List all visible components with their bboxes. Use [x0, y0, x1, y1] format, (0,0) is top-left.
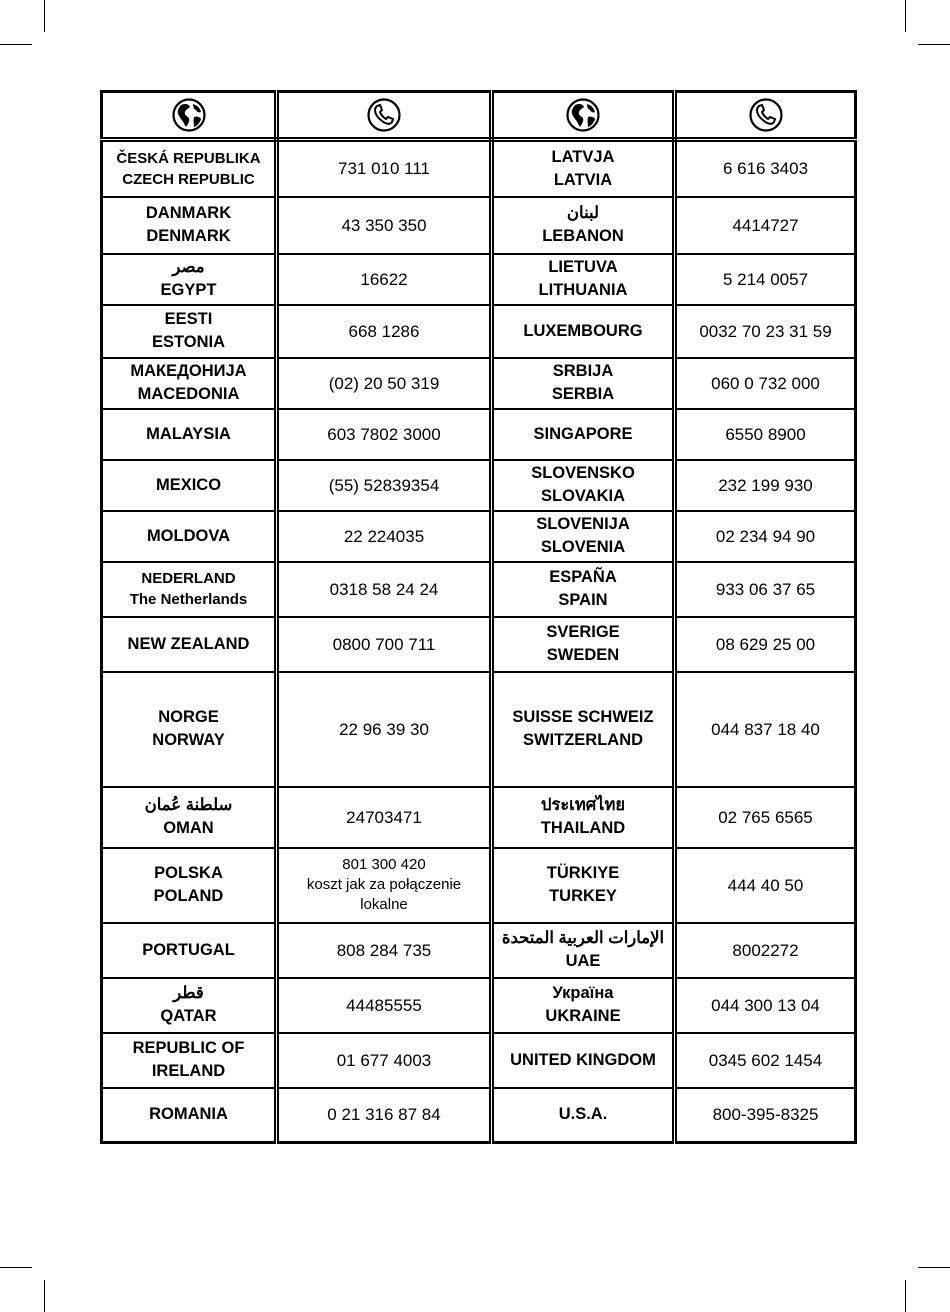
- service-contacts-table: [100, 90, 857, 1144]
- phone-cell: [277, 1033, 492, 1088]
- table-row: [102, 358, 856, 409]
- phone-icon: [749, 98, 783, 132]
- country-name: U.S.A.: [558, 1105, 608, 1124]
- phone-cell: [277, 1088, 492, 1143]
- table-row: [102, 409, 856, 460]
- table-row: [102, 787, 856, 848]
- country-name: CZECH REPUBLIC: [122, 170, 255, 188]
- country-name: POLSKA: [154, 864, 223, 882]
- crop-mark: [918, 1267, 950, 1268]
- table-row: [102, 1033, 856, 1088]
- country-name: LEBANON: [542, 227, 624, 245]
- country-name: EGYPT: [160, 281, 217, 299]
- phone-cell: [675, 358, 856, 409]
- country-cell: [102, 1033, 277, 1088]
- country-name: ČESKÁ REPUBLIKA: [116, 149, 261, 167]
- country-cell: [102, 511, 277, 562]
- country-cell: [102, 460, 277, 511]
- country-name: EESTI: [164, 310, 213, 328]
- country-name: الإمارات العربية المتحدة: [501, 929, 665, 947]
- country-cell: [102, 305, 277, 358]
- country-cell: [102, 254, 277, 305]
- table-row: [102, 672, 856, 787]
- table-row: [102, 923, 856, 978]
- crop-mark: [918, 44, 950, 45]
- phone-cell: [675, 672, 856, 787]
- phone-cell: [675, 409, 856, 460]
- country-name: UAE: [565, 952, 601, 970]
- country-name: مصر: [172, 258, 205, 276]
- phone-cell: [277, 617, 492, 672]
- header-row: [102, 92, 856, 140]
- country-name: SWITZERLAND: [522, 731, 644, 749]
- country-cell: [492, 460, 675, 511]
- phone-number: 22 224035: [343, 526, 425, 546]
- phone-cell: [277, 197, 492, 254]
- country-name: MOLDOVA: [146, 526, 231, 545]
- country-cell: [492, 358, 675, 409]
- table-row: [102, 305, 856, 358]
- phone-cell: [675, 787, 856, 848]
- country-cell: [102, 617, 277, 672]
- phone-cell: [277, 562, 492, 617]
- phone-number: lokalne: [360, 896, 408, 913]
- phone-cell: [277, 511, 492, 562]
- phone-number: 5 214 0057: [722, 269, 809, 289]
- country-cell: [492, 254, 675, 305]
- phone-cell: [277, 923, 492, 978]
- phone-number: 6 616 3403: [722, 159, 809, 179]
- crop-mark: [44, 1280, 45, 1312]
- country-cell: [492, 672, 675, 787]
- phone-cell: [277, 848, 492, 923]
- crop-mark: [0, 44, 32, 45]
- phone-number: 44485555: [346, 995, 422, 1015]
- country-name: SUISSE SCHWEIZ: [512, 708, 654, 726]
- country-name: МАКЕДОНИЈА: [130, 362, 247, 380]
- country-name: سلطنة عُمان: [144, 796, 233, 814]
- country-cell: [492, 787, 675, 848]
- crop-mark: [905, 0, 906, 32]
- country-cell: [492, 848, 675, 923]
- country-cell: [492, 1088, 675, 1143]
- country-name: IRELAND: [151, 1062, 226, 1080]
- country-cell: [492, 511, 675, 562]
- country-name: PORTUGAL: [142, 940, 235, 959]
- phone-number: 668 1286: [348, 321, 420, 341]
- country-name: REPUBLIC OF: [132, 1039, 245, 1057]
- phone-number: 6550 8900: [725, 424, 806, 444]
- phone-cell: [277, 140, 492, 197]
- phone-number: 22 96 39 30: [339, 719, 429, 739]
- country-name: DENMARK: [146, 227, 231, 245]
- phone-number: 801 300 420: [342, 856, 426, 873]
- country-name: LATVJA: [551, 147, 615, 166]
- phone-number: 0800 700 711: [332, 634, 436, 654]
- country-name: TÜRKIYE: [546, 864, 620, 882]
- country-name: THAILAND: [540, 819, 626, 837]
- country-name: SLOVENIA: [540, 538, 626, 556]
- phone-number: 044 837 18 40: [711, 719, 820, 739]
- phone-cell: [277, 409, 492, 460]
- phone-number: 8002272: [732, 940, 799, 960]
- crop-mark: [44, 0, 45, 32]
- country-name: ROMANIA: [149, 1105, 228, 1124]
- phone-number: 0 21 316 87 84: [327, 1105, 441, 1125]
- phone-cell: [675, 978, 856, 1033]
- country-name: QATAR: [160, 1007, 217, 1025]
- phone-cell: [277, 254, 492, 305]
- country-cell: [102, 978, 277, 1033]
- country-name: TURKEY: [549, 887, 617, 905]
- country-cell: [102, 409, 277, 460]
- country-cell: [102, 787, 277, 848]
- country-name: SWEDEN: [546, 646, 620, 664]
- phone-cell: [277, 672, 492, 787]
- country-name: LUXEMBOURG: [523, 321, 643, 340]
- country-cell: [102, 923, 277, 978]
- country-name: NORWAY: [152, 731, 225, 749]
- phone-cell: [277, 358, 492, 409]
- phone-cell: [675, 254, 856, 305]
- phone-number: 0318 58 24 24: [329, 579, 439, 599]
- phone-cell: [675, 305, 856, 358]
- phone-number: 0345 602 1454: [708, 1050, 823, 1070]
- phone-column-header: [675, 92, 856, 140]
- phone-number: 0032 70 23 31 59: [699, 321, 832, 341]
- table-row: [102, 460, 856, 511]
- country-name: Україна: [552, 984, 614, 1002]
- phone-cell: [675, 1033, 856, 1088]
- table-row: [102, 978, 856, 1033]
- crop-mark: [905, 1280, 906, 1312]
- phone-number: 08 629 25 00: [715, 634, 816, 654]
- phone-number: 603 7802 3000: [327, 424, 441, 444]
- country-cell: [102, 848, 277, 923]
- phone-number: (02) 20 50 319: [328, 373, 440, 393]
- country-name: UKRAINE: [545, 1007, 621, 1025]
- crop-mark: [0, 1267, 32, 1268]
- phone-cell: [675, 460, 856, 511]
- phone-cell: [675, 562, 856, 617]
- country-cell: [102, 672, 277, 787]
- country-name: ESPAÑA: [549, 568, 617, 586]
- country-cell: [492, 562, 675, 617]
- phone-icon: [367, 98, 401, 132]
- country-name: POLAND: [153, 887, 224, 905]
- country-cell: [492, 1033, 675, 1088]
- country-name: LIETUVA: [548, 258, 618, 276]
- country-name: NEW ZEALAND: [127, 634, 250, 653]
- phone-cell: [277, 978, 492, 1033]
- globe-icon: [172, 98, 206, 132]
- table-row: [102, 562, 856, 617]
- country-name: NEDERLAND: [141, 570, 236, 587]
- country-name: لبنان: [566, 204, 600, 222]
- country-cell: [492, 923, 675, 978]
- country-column-header: [102, 92, 277, 140]
- country-cell: [492, 409, 675, 460]
- phone-number: 731 010 111: [337, 159, 430, 179]
- country-name: SLOVENSKO: [531, 464, 635, 482]
- phone-number: 444 40 50: [727, 875, 804, 895]
- table-row: [102, 140, 856, 197]
- table-row: [102, 1088, 856, 1143]
- phone-cell: [675, 848, 856, 923]
- country-name: SLOVAKIA: [540, 487, 626, 505]
- phone-cell: [675, 197, 856, 254]
- phone-cell: [675, 511, 856, 562]
- phone-number: 01 677 4003: [336, 1050, 432, 1070]
- country-name: LITHUANIA: [538, 281, 628, 299]
- country-name: MACEDONIA: [137, 385, 240, 403]
- country-cell: [102, 358, 277, 409]
- country-cell: [492, 305, 675, 358]
- phone-number: 24703471: [346, 807, 422, 827]
- country-name: SINGAPORE: [533, 424, 633, 443]
- phone-number: 808 284 735: [336, 940, 432, 960]
- country-name: MALAYSIA: [146, 424, 231, 443]
- phone-number: koszt jak za połączenie: [306, 876, 462, 893]
- country-name: MEXICO: [155, 475, 222, 494]
- country-name: DANMARK: [145, 204, 232, 222]
- phone-cell: [277, 305, 492, 358]
- country-cell: [102, 140, 277, 197]
- country-name: قطر: [173, 984, 204, 1002]
- phone-number: 02 765 6565: [718, 807, 813, 827]
- phone-cell: [675, 140, 856, 197]
- country-name: SERBIA: [551, 385, 615, 403]
- table-row: [102, 197, 856, 254]
- country-name: ESTONIA: [151, 333, 226, 351]
- country-name: SVERIGE: [546, 623, 620, 641]
- country-cell: [102, 1088, 277, 1143]
- phone-number: (55) 52839354: [328, 475, 440, 495]
- phone-number: 800-395-8325: [712, 1105, 819, 1125]
- phone-number: 044 300 13 04: [711, 995, 820, 1015]
- phone-cell: [277, 460, 492, 511]
- phone-cell: [277, 787, 492, 848]
- country-name: ประเทศไทย: [540, 796, 626, 814]
- phone-cell: [675, 617, 856, 672]
- phone-cell: [675, 923, 856, 978]
- country-cell: [492, 978, 675, 1033]
- country-name: OMAN: [163, 819, 214, 837]
- country-name: LATVIA: [553, 170, 613, 189]
- country-name: The Netherlands: [129, 591, 248, 608]
- phone-number: 232 199 930: [718, 475, 813, 495]
- phone-number: 4414727: [732, 215, 799, 235]
- phone-number: 16622: [360, 269, 408, 289]
- phone-number: 060 0 732 000: [711, 373, 820, 393]
- phone-number: 02 234 94 90: [715, 526, 816, 546]
- country-cell: [492, 617, 675, 672]
- country-cell: [102, 197, 277, 254]
- country-name: SPAIN: [558, 591, 608, 609]
- country-name: SRBIJA: [552, 362, 614, 380]
- phone-cell: [675, 1088, 856, 1143]
- globe-icon: [566, 98, 600, 132]
- table-row: [102, 848, 856, 923]
- phone-number: 43 350 350: [341, 215, 427, 235]
- country-name: NORGE: [158, 708, 219, 726]
- country-cell: [492, 197, 675, 254]
- country-column-header: [492, 92, 675, 140]
- country-cell: [492, 140, 675, 197]
- table-row: [102, 511, 856, 562]
- country-cell: [102, 562, 277, 617]
- phone-column-header: [277, 92, 492, 140]
- table-row: [102, 254, 856, 305]
- country-name: UNITED KINGDOM: [510, 1050, 656, 1069]
- table-row: [102, 617, 856, 672]
- phone-number: 933 06 37 65: [715, 579, 816, 599]
- country-name: SLOVENIJA: [536, 515, 630, 533]
